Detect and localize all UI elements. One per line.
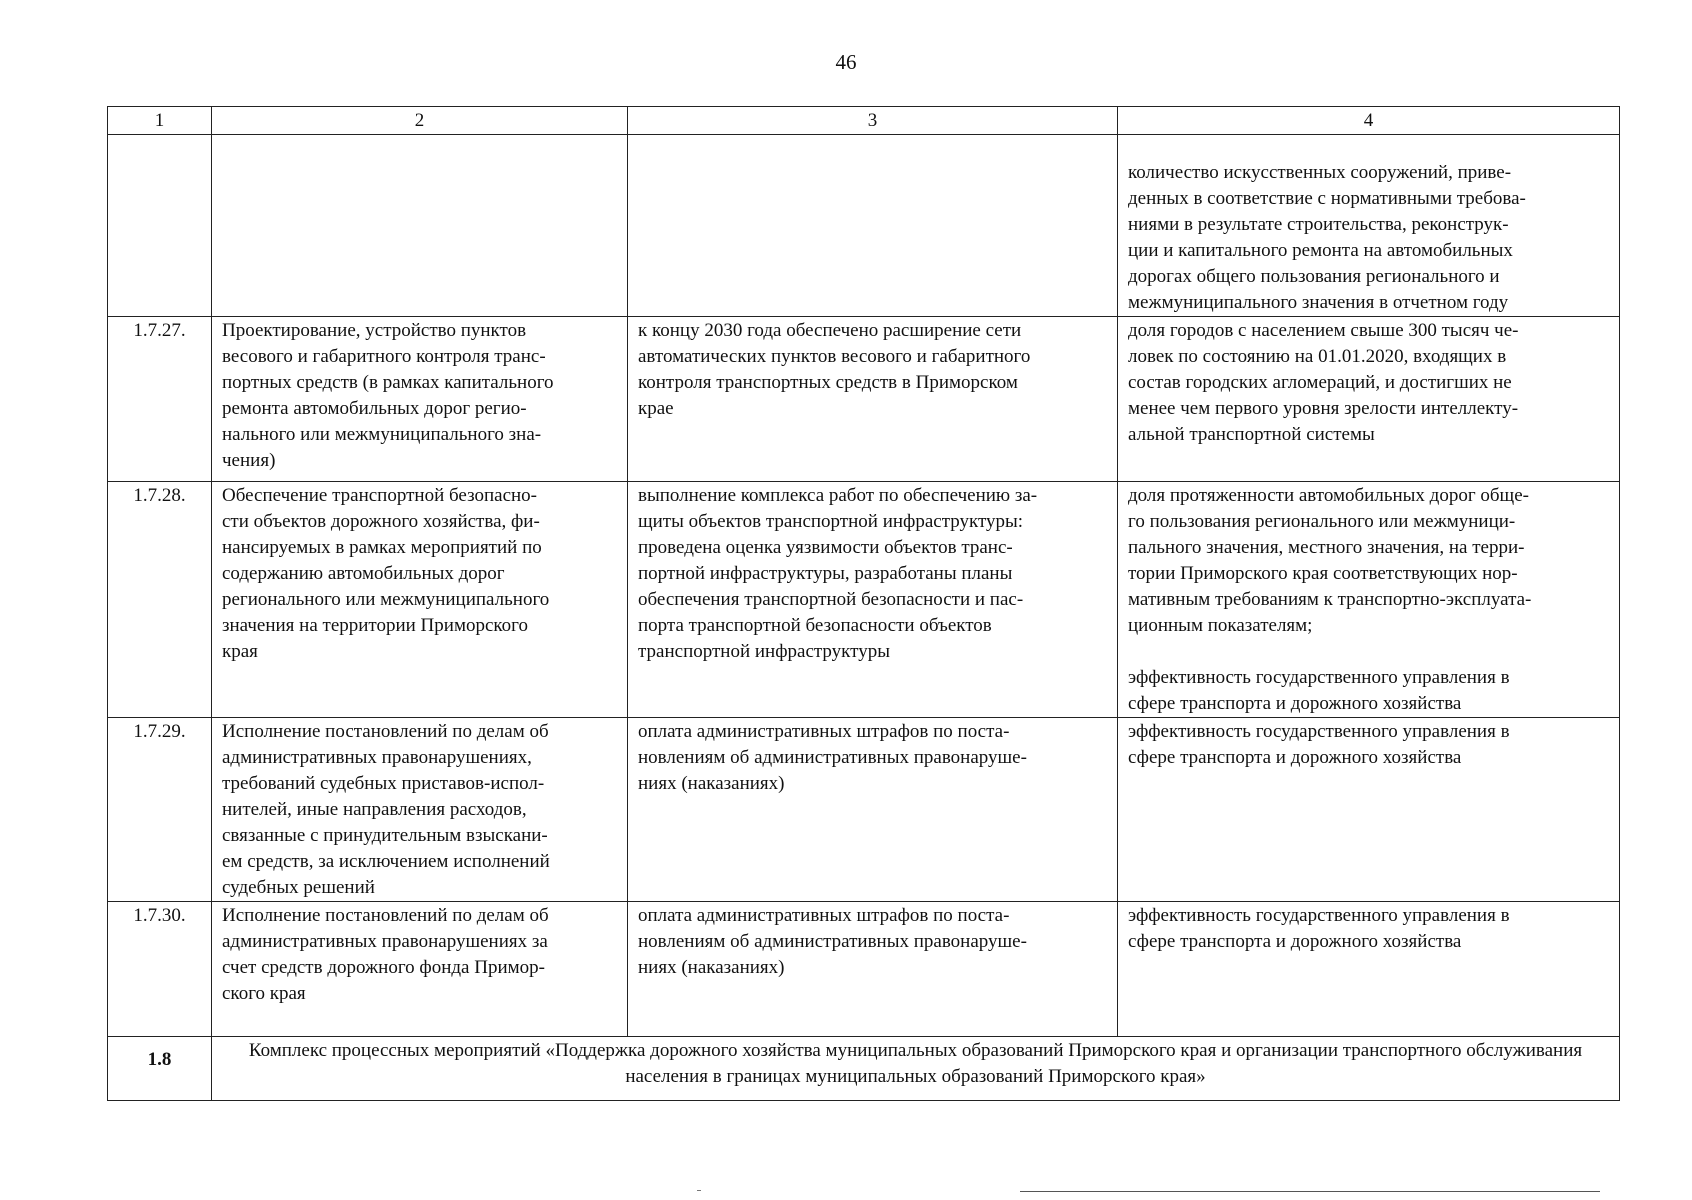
column-header-2: 2 — [212, 107, 628, 135]
result-cell: выполнение комплекса работ по обеспечению за- щиты объектов транспортной инфраструктуры: проведена оценка уязвимости объектов транс- портной инфраструктуры, разработаны планы обеспечения транспортной безопасности и пас- порта транспортной безопасности объектов транспортной инфраструктуры — [628, 482, 1118, 718]
row-number: 1.7.29. — [108, 718, 212, 902]
column-header-4: 4 — [1118, 107, 1620, 135]
event-cell: Исполнение постановлений по делам об административных правонарушениях, требований судебных приставов-испол- нителей, иные направления расходов, связанные с принудительным взыскани- ем средств, за исключением исполнений судебных решений — [212, 718, 628, 902]
table-row — [108, 135, 1620, 317]
scan-edge-line — [1020, 1191, 1600, 1192]
row-number — [108, 135, 212, 317]
section-row — [108, 1037, 1620, 1101]
indicator-cell: доля городов с населением свыше 300 тысяч че- ловек по состоянию на 01.01.2020, входящих в состав городских агломераций, и достигших не менее чем первого уровня зрелости интеллекту- альной транспортной системы — [1118, 317, 1620, 482]
indicator-cell: количество искусственных сооружений, приве- денных в соответствие с нормативными требова- ниями в результате строительства, реконструк- ции и капитального ремонта на автомобильных дорогах общего пользования регионального и межмуниципального значения в отчетном году — [1118, 135, 1620, 317]
table-row — [108, 902, 1620, 1037]
result-cell: к концу 2030 года обеспечено расширение сети автоматических пунктов весового и габаритного контроля транспортных средств в Приморском крае — [628, 317, 1118, 482]
column-header-3: 3 — [628, 107, 1118, 135]
indicator-cell: эффективность государственного управления в сфере транспорта и дорожного хозяйства — [1118, 718, 1620, 902]
table-body — [108, 135, 1620, 1101]
table-row — [108, 482, 1620, 718]
row-number: 1.7.27. — [108, 317, 212, 482]
event-cell — [212, 135, 628, 317]
indicator-cell: доля протяженности автомобильных дорог обще- го пользования регионального или межмуници- пального значения, местного значения, на терри- тории Приморского края соответствующих нор- мативным требованиям к транспортно-эксплуата- ционным показателям; эффективность государственного управления в сфере транспорта и дорожного хозяйства — [1118, 482, 1620, 718]
table-row — [108, 317, 1620, 482]
row-number: 1.7.28. — [108, 482, 212, 718]
page-number: 46 — [835, 50, 857, 74]
table-header — [108, 107, 1620, 135]
section-number: 1.8 — [108, 1037, 212, 1101]
result-cell: оплата административных штрафов по поста- новлениям об административных правонаруше- ниях (наказаниях) — [628, 902, 1118, 1037]
event-cell: Исполнение постановлений по делам об административных правонарушениях за счет средств дорожного фонда Примор- ского края — [212, 902, 628, 1037]
result-cell: оплата административных штрафов по поста- новлениям об административных правонаруше- ниях (наказаниях) — [628, 718, 1118, 902]
header-row — [108, 107, 1620, 135]
row-number: 1.7.30. — [108, 902, 212, 1037]
section-title: Комплекс процессных мероприятий «Поддержка дорожного хозяйства муниципальных образований Приморского края и организации транспортного обслуживания населения в границах муниципальных образований Приморского края» — [212, 1037, 1620, 1101]
table-row — [108, 718, 1620, 902]
program-table — [107, 106, 1620, 1101]
event-cell: Проектирование, устройство пунктов весового и габаритного контроля транс- портных средств (в рамках капитального ремонта автомобильных дорог регио- нального или межмуниципального зна- чения) — [212, 317, 628, 482]
event-cell: Обеспечение транспортной безопасно- сти объектов дорожного хозяйства, фи- нансируемых в рамках мероприятий по содержанию автомобильных дорог регионального или межмуниципального значения на территории Приморского края — [212, 482, 628, 718]
scan-artifact — [697, 1190, 701, 1191]
column-header-1: 1 — [108, 107, 212, 135]
indicator-cell: эффективность государственного управления в сфере транспорта и дорожного хозяйства — [1118, 902, 1620, 1037]
result-cell — [628, 135, 1118, 317]
